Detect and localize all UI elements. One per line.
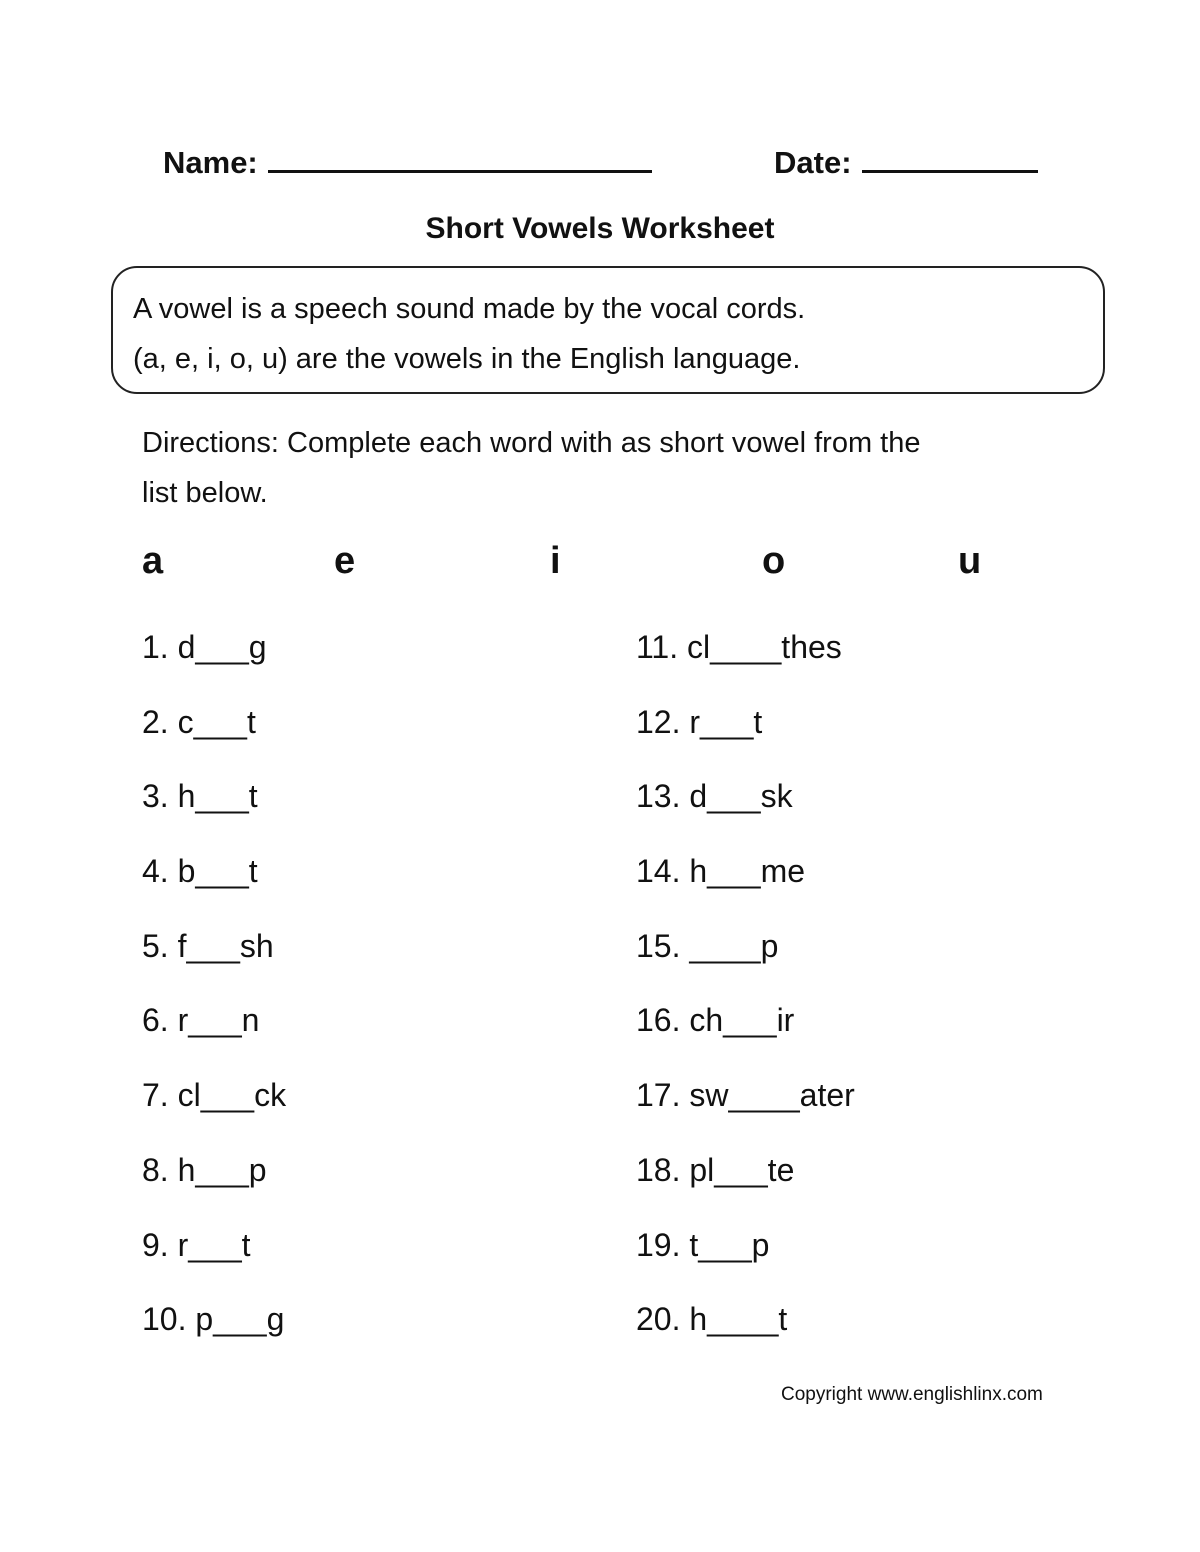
- vowel-e: e: [334, 540, 356, 582]
- exercise-item: 15. ____p: [636, 927, 779, 964]
- date-label: Date:: [774, 145, 852, 180]
- exercise-item: 2. c___t: [142, 703, 256, 740]
- name-blank-line: [268, 144, 652, 173]
- header-row: [163, 144, 1043, 188]
- exercise-item: 4. b___t: [142, 853, 258, 890]
- exercise-item: 3. h___t: [142, 778, 258, 815]
- vowel-i: i: [550, 540, 561, 582]
- exercise-column-right: [636, 622, 855, 1369]
- exercise-item: 19. t___p: [636, 1226, 770, 1263]
- exercise-item: 9. r___t: [142, 1226, 251, 1263]
- exercise-item: 7. cl___ck: [142, 1077, 287, 1114]
- exercise-item: 14. h___me: [636, 853, 806, 890]
- name-label: Name:: [163, 145, 258, 180]
- exercise-item: 16. ch___ir: [636, 1002, 795, 1039]
- vowel-o: o: [762, 540, 786, 582]
- exercise-item: 5. f___sh: [142, 927, 274, 964]
- exercise-column-left: [142, 622, 286, 1369]
- exercise-item: 12. r___t: [636, 703, 763, 740]
- date-blank-line: [862, 144, 1038, 173]
- exercise-item: 18. pl___te: [636, 1151, 795, 1188]
- date-field-group: [774, 144, 1038, 181]
- exercise-item: 10. p___g: [142, 1301, 285, 1338]
- vowel-info-box: [111, 266, 1105, 394]
- exercise-item: 11. cl____thes: [636, 629, 842, 665]
- info-line-1: A vowel is a speech sound made by the vocal cords.: [133, 293, 806, 325]
- exercise-item: 1. d___g: [142, 629, 267, 665]
- info-line-2: (a, e, i, o, u) are the vowels in the English language.: [133, 343, 801, 375]
- directions: [142, 418, 1042, 518]
- directions-line-1: Directions: Complete each word with as short vowel from the: [142, 427, 921, 459]
- vowel-list: [0, 540, 1200, 600]
- exercise-item: 20. h____t: [636, 1301, 788, 1338]
- exercise-item: 17. sw____ater: [636, 1077, 855, 1114]
- copyright-notice: Copyright www.englishlinx.com: [781, 1384, 1043, 1405]
- exercise-item: 13. d___sk: [636, 778, 793, 815]
- name-field-group: [163, 144, 652, 181]
- exercise-item: 6. r___n: [142, 1002, 260, 1039]
- directions-line-2: list below.: [142, 477, 268, 509]
- vowel-a: a: [142, 540, 164, 582]
- worksheet-title: Short Vowels Worksheet: [425, 212, 775, 245]
- vowel-u: u: [958, 540, 982, 582]
- exercise-item: 8. h___p: [142, 1151, 267, 1188]
